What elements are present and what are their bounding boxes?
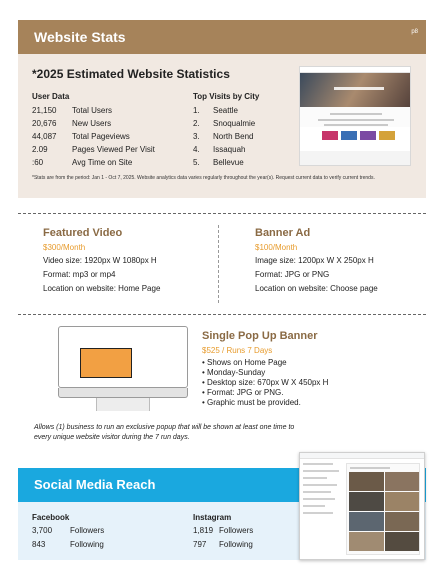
city-name: North Bend	[213, 132, 254, 141]
stat-value: 3,700	[32, 526, 53, 535]
city-rank: 5.	[193, 158, 200, 167]
website-screenshot-image	[299, 66, 411, 166]
stat-value: 21,150	[32, 106, 57, 115]
facebook-followers-row	[32, 526, 104, 535]
stat-label: Avg Time on Site	[72, 158, 133, 167]
thumb-hero-text	[334, 87, 384, 90]
divider	[18, 314, 426, 315]
city-name: Snoqualmie	[213, 119, 256, 128]
popup-detail-item: • Shows on Home Page	[202, 358, 287, 367]
featured-video-format: Format: mp3 or mp4	[43, 270, 116, 279]
thumb-tiles	[322, 131, 395, 140]
stat-label: Following	[70, 540, 104, 549]
instagram-title: Instagram	[193, 513, 232, 522]
banner-ad-location: Location on website: Choose page	[255, 284, 378, 293]
thumb-topbar	[300, 453, 424, 459]
popup-banner-price: $525 / Runs 7 Days	[202, 346, 273, 355]
user-data-table	[32, 104, 192, 169]
popup-banner-details	[202, 358, 328, 408]
thumb-text-line	[324, 124, 388, 126]
thumb-tile	[322, 131, 338, 140]
facebook-page-screenshot-image	[299, 452, 425, 560]
stat-value: 843	[32, 540, 46, 549]
popup-detail-item: • Graphic must be provided.	[202, 398, 301, 407]
banner-ad-size: Image size: 1200px W X 250px H	[255, 256, 374, 265]
stat-label: Pages Viewed Per Visit	[72, 145, 155, 154]
user-data-row	[32, 143, 192, 156]
website-stats-header	[18, 20, 426, 54]
city-name: Seattle	[213, 106, 238, 115]
user-data-row	[32, 104, 192, 117]
stat-value: 1,819	[193, 526, 214, 535]
banner-ad-title: Banner Ad	[255, 227, 311, 239]
stat-label: Following	[219, 540, 253, 549]
thumb-photo-grid	[349, 472, 419, 551]
city-rank: 1.	[193, 106, 200, 115]
monitor-chin	[58, 388, 188, 398]
thumb-tile	[379, 131, 395, 140]
stat-label: Followers	[70, 526, 105, 535]
stat-label: Total Users	[72, 106, 113, 115]
popup-description: Allows (1) business to run an exclusive popup that will be shown at least one time to every unique website visitor during the 7 run days.	[34, 424, 295, 441]
user-data-row	[32, 156, 192, 169]
stats-heading: *2025 Estimated Website Statistics	[32, 67, 230, 81]
stat-value: 2.09	[32, 145, 48, 154]
stat-value: 44,087	[32, 132, 57, 141]
featured-video-size: Video size: 1920px W 1080px H	[43, 256, 157, 265]
thumb-hero-photo	[300, 73, 411, 107]
stat-label: Followers	[219, 526, 254, 535]
user-data-row	[32, 130, 192, 143]
city-name: Bellevue	[213, 158, 244, 167]
stat-label: New Users	[72, 119, 112, 128]
instagram-followers-row	[193, 526, 253, 535]
popup-preview-box	[80, 348, 132, 378]
thumb-text-line	[330, 113, 382, 115]
thumb-footer	[300, 151, 411, 166]
social-media-title: Social Media Reach	[34, 477, 156, 492]
popup-detail-item: • Format: JPG or PNG.	[202, 388, 284, 397]
user-data-title: User Data	[32, 92, 70, 101]
website-stats-title: Website Stats	[34, 29, 126, 45]
city-name: Issaquah	[213, 145, 246, 154]
stat-value: 797	[193, 540, 207, 549]
instagram-following-row	[193, 540, 253, 549]
top-cities-title: Top Visits by City	[193, 92, 260, 101]
banner-ad-format: Format: JPG or PNG	[255, 270, 330, 279]
city-rank: 2.	[193, 119, 200, 128]
vertical-divider	[218, 225, 219, 303]
page-number: p8	[411, 29, 418, 35]
stat-label: Total Pageviews	[72, 132, 130, 141]
popup-detail-item: • Desktop size: 670px W X 450px H	[202, 378, 329, 387]
website-stats-panel	[18, 54, 426, 198]
banner-ad-price: $100/Month	[255, 243, 298, 252]
stat-value: :60	[32, 158, 44, 167]
stat-value: 20,676	[32, 119, 57, 128]
city-rank: 4.	[193, 145, 200, 154]
popup-detail-item: • Monday-Sunday	[202, 368, 266, 377]
thumb-text-line	[318, 119, 394, 121]
user-data-row	[32, 117, 192, 130]
popup-banner-title: Single Pop Up Banner	[202, 330, 318, 342]
featured-video-price: $300/Month	[43, 243, 86, 252]
page	[18, 0, 426, 577]
thumb-tile	[360, 131, 376, 140]
thumb-tile	[341, 131, 357, 140]
divider	[18, 213, 426, 214]
thumb-sidebar	[303, 463, 343, 553]
facebook-title: Facebook	[32, 513, 70, 522]
featured-video-title: Featured Video	[43, 227, 123, 239]
thumb-post	[346, 463, 420, 555]
featured-video-location: Location on website: Home Page	[43, 284, 161, 293]
city-rank: 3.	[193, 132, 200, 141]
monitor-stand	[96, 398, 150, 411]
stats-footnote: *Stats are from the period: Jan 1 - Oct 7, 2025. Website analytics data varies regularly throughout the year(s). Request current data to verify current trends.	[32, 175, 375, 181]
facebook-following-row	[32, 540, 104, 549]
